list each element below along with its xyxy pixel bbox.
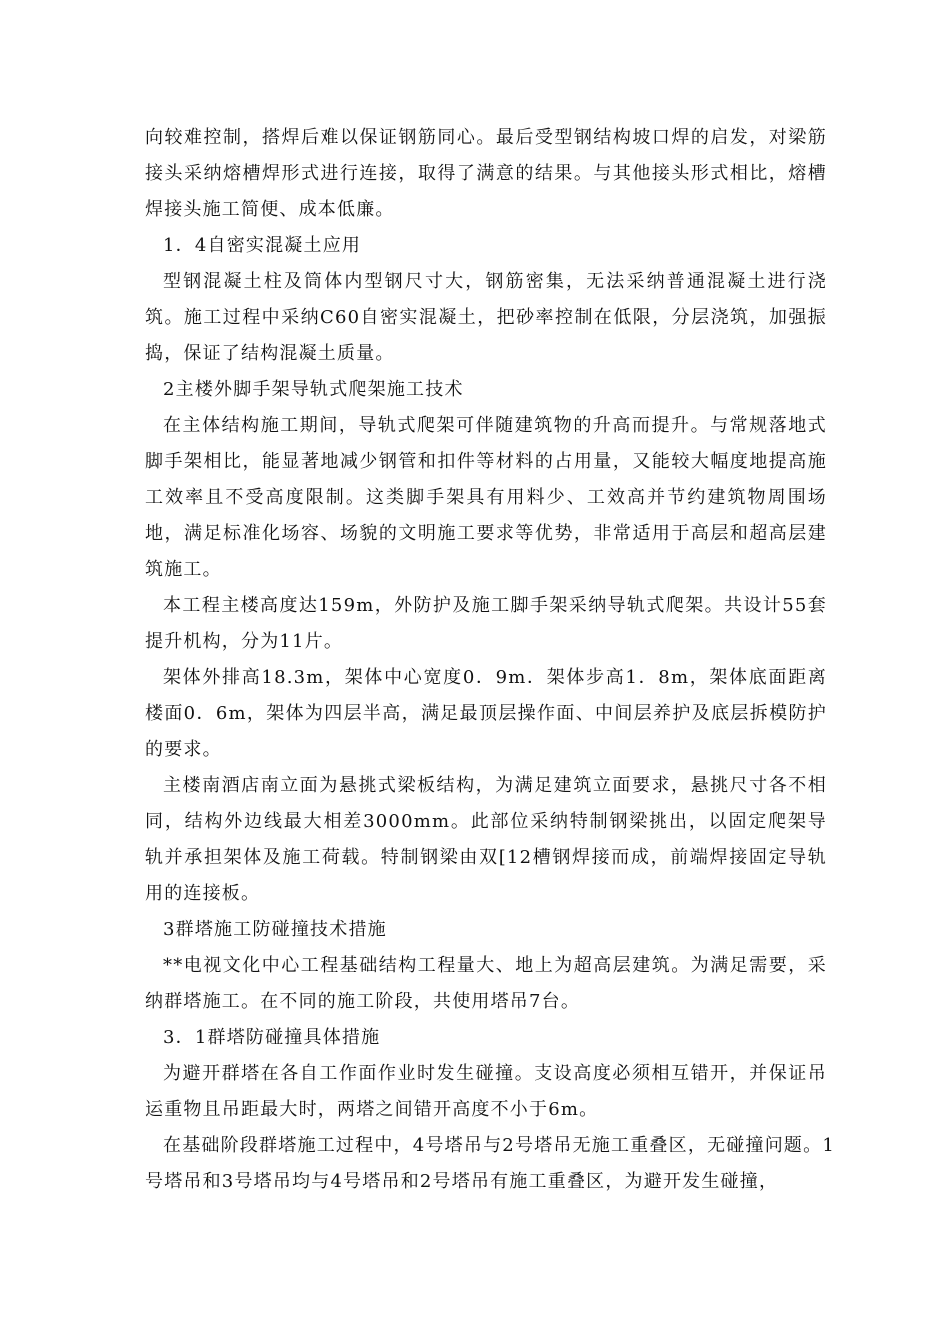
paragraph-cantilever-structure: 主楼南酒店南立面为悬挑式梁板结构，为满足建筑立面要求，悬挑尺寸各不相同，结构外边线最大相差3000mm。此部位采纳特制钢梁挑出，以固定爬架导轨并承担架体及施工荷载。特制钢梁由双[12槽钢焊接而成，前端焊接固定导轨用的连接板。 [145, 775, 827, 904]
heading-3-1: 3．1群塔防碰撞具体措施 [163, 1027, 381, 1048]
paragraph-rebar-joint: 向较难控制，搭焊后难以保证钢筋同心。最后受型钢结构坡口焊的启发，对梁筋接头采纳熔槽焊形式进行连接，取得了满意的结果。与其他接头形式相比，熔槽焊接头施工简便、成本低廉。 [145, 127, 827, 220]
heading-2: 2主楼外脚手架导轨式爬架施工技术 [163, 379, 464, 400]
paragraph-height-offset: 为避开群塔在各自工作面作业时发生碰撞。支设高度必须相互错开，并保证吊运重物且吊距最大时，两塔之间错开高度不小于6m。 [145, 1063, 827, 1120]
paragraph-frame-dimensions: 架体外排高18.3m，架体中心宽度0．9m．架体步高1．8m，架体底面距离楼面0．6m，架体为四层半高，满足最顶层操作面、中间层养护及底层拆模防护的要求。 [145, 667, 827, 760]
paragraph-climbing-scaffold: 在主体结构施工期间，导轨式爬架可伴随建筑物的升高而提升。与常规落地式脚手架相比，能显著地减少钢管和扣件等材料的占用量，又能较大幅度地提高施工效率且不受高度限制。这类脚手架具有用料少、工效高并节约建筑物周围场地，满足标准化场容、场貌的文明施工要求等优势，非常适用于高层和超高层建筑施工。 [145, 415, 827, 580]
paragraph-tower-cranes: **电视文化中心工程基础结构工程量大、地上为超高层建筑。为满足需要，采纳群塔施工。在不同的施工阶段，共使用塔吊7台。 [145, 955, 827, 1012]
heading-3: 3群塔施工防碰撞技术措施 [163, 919, 387, 940]
document-body [145, 120, 835, 1200]
paragraph-foundation-stage: 在基础阶段群塔施工过程中，4号塔吊与2号塔吊无施工重叠区，无碰撞问题。1号塔吊和3号塔吊均与4号塔吊和2号塔吊有施工重叠区，为避开发生碰撞， [145, 1135, 835, 1192]
paragraph-building-height: 本工程主楼高度达159m，外防护及施工脚手架采纳导轨式爬架。共设计55套提升机构，分为11片。 [145, 595, 827, 652]
heading-1-4: 1．4自密实混凝土应用 [163, 235, 362, 256]
paragraph-self-compacting-concrete: 型钢混凝土柱及筒体内型钢尺寸大，钢筋密集，无法采纳普通混凝土进行浇筑。施工过程中采纳C60自密实混凝土，把砂率控制在低限，分层浇筑，加强振捣，保证了结构混凝土质量。 [145, 271, 827, 364]
